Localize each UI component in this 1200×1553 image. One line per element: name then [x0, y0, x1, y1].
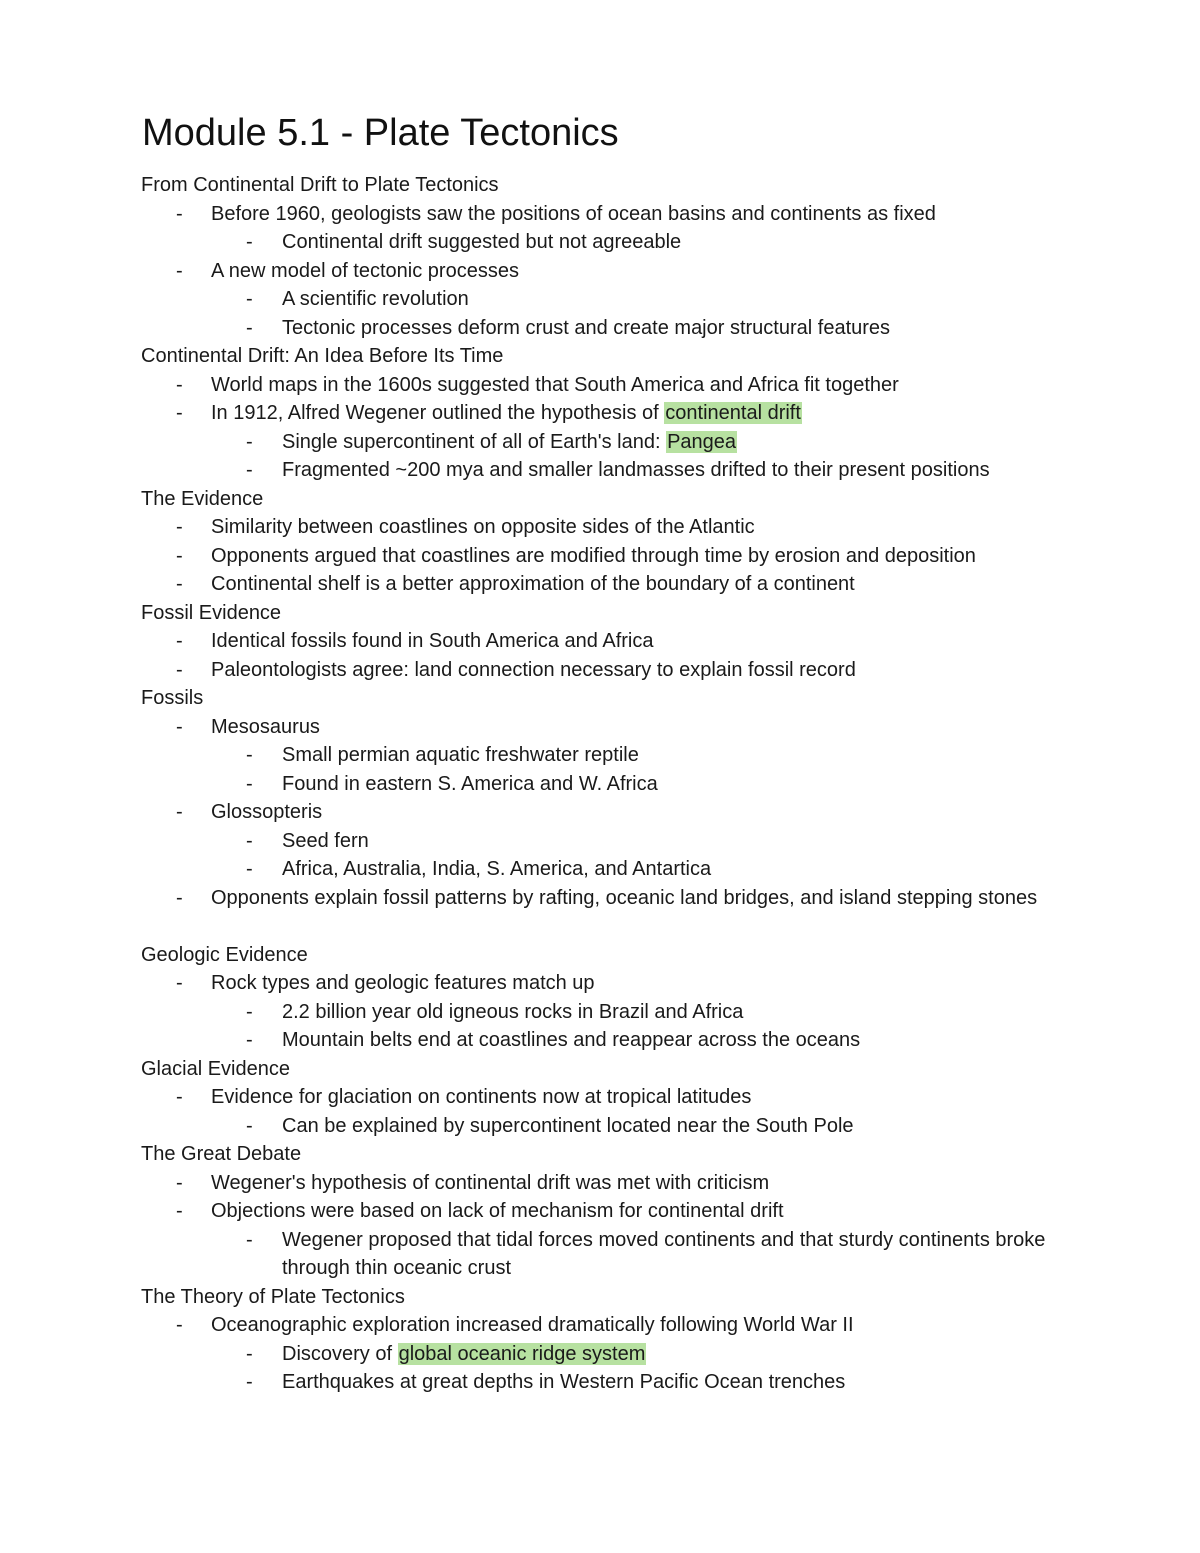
bullet-text	[211, 570, 855, 599]
line-text: Small permian aquatic freshwater reptile	[282, 744, 639, 766]
section-heading	[0, 485, 1200, 514]
line-text: Opponents explain fossil patterns by rafting, oceanic land bridges, and island stepping stones	[211, 886, 1038, 909]
bullet-text	[211, 399, 802, 428]
bullet-item	[0, 827, 1200, 856]
bullet-item	[0, 1311, 1200, 1340]
bullet-item	[0, 998, 1200, 1027]
bullet-text	[282, 998, 743, 1027]
section-heading-text	[141, 1055, 290, 1084]
line-text: World maps in the 1600s suggested that South America and Africa fit together	[211, 373, 899, 396]
line-text: Fossils	[141, 687, 204, 709]
bullet-dash: -	[176, 544, 183, 567]
line-text: In 1912, Alfred Wegener outlined the hypothesis of	[211, 402, 665, 424]
highlighted-term: continental drift	[665, 402, 801, 424]
bullet-dash: -	[246, 1371, 253, 1393]
bullet-dash: -	[246, 1114, 253, 1137]
bullet-text	[211, 1083, 751, 1112]
bullet-item	[0, 1026, 1200, 1055]
bullet-dash: -	[246, 459, 253, 481]
bullet-text	[211, 798, 322, 827]
section-heading	[0, 1140, 1200, 1169]
line-text: Wegener's hypothesis of continental drift was met with criticism	[211, 1171, 770, 1194]
bullet-item	[0, 1083, 1200, 1112]
line-text: Tectonic processes deform crust and create major structural features	[282, 316, 891, 339]
line-text: Objections were based on lack of mechanism for continental drift	[211, 1200, 784, 1222]
line-text: Earthquakes at great depths in Western Pacific Ocean trenches	[282, 1371, 846, 1393]
section-heading	[0, 1283, 1200, 1312]
line-text: Glacial Evidence	[141, 1057, 290, 1080]
bullet-text	[282, 1340, 646, 1369]
line-text: Continental shelf is a better approximation of the boundary of a continent	[211, 573, 855, 595]
bullet-text	[282, 770, 658, 799]
line-text: Discovery of	[282, 1342, 398, 1365]
bullet-dash: -	[176, 202, 183, 225]
line-text: Continental drift suggested but not agreeable	[282, 231, 682, 253]
bullet-text	[211, 1311, 854, 1340]
section-heading	[0, 171, 1200, 200]
bullet-item	[0, 314, 1200, 343]
bullet-dash: -	[246, 1342, 253, 1365]
bullet-dash: -	[246, 231, 253, 253]
line-text: Mesosaurus	[211, 715, 320, 738]
bullet-dash: -	[176, 801, 183, 823]
section-heading	[0, 342, 1200, 371]
bullet-dash: -	[176, 658, 183, 681]
section-heading	[0, 1055, 1200, 1084]
line-text: Continental Drift: An Idea Before Its Time	[141, 345, 504, 367]
bullet-text	[211, 1169, 769, 1198]
line-text: Paleontologists agree: land connection necessary to explain fossil record	[211, 658, 856, 681]
bullet-item	[0, 627, 1200, 656]
section-heading-text	[141, 1283, 405, 1312]
bullet-dash: -	[176, 402, 183, 424]
bullet-text	[211, 1197, 784, 1226]
bullet-item	[0, 884, 1200, 941]
line-text: Wegener proposed that tidal forces moved continents and that sturdy continents broke through thin oceanic crust	[282, 1228, 1046, 1279]
bullet-dash: -	[176, 1086, 183, 1108]
bullet-dash: -	[246, 744, 253, 766]
bullet-item	[0, 855, 1200, 884]
bullet-dash: -	[176, 630, 183, 652]
bullet-item	[0, 713, 1200, 742]
bullet-text	[282, 285, 469, 314]
section-heading	[0, 599, 1200, 628]
bullet-item	[0, 399, 1200, 428]
bullet-item	[0, 228, 1200, 257]
line-text: From Continental Drift to Plate Tectonics	[141, 174, 499, 196]
highlighted-term: global oceanic ridge system	[398, 1342, 646, 1365]
bullet-dash: -	[246, 829, 253, 852]
bullet-text	[282, 228, 681, 257]
bullet-dash: -	[246, 316, 253, 339]
bullet-dash: -	[246, 430, 253, 453]
bullet-text	[282, 428, 737, 457]
bullet-dash: -	[176, 516, 183, 538]
bullet-item	[0, 1169, 1200, 1198]
bullet-dash: -	[246, 772, 253, 795]
line-text: Seed fern	[282, 829, 369, 852]
line-text: Identical fossils found in South America and Africa	[211, 630, 654, 652]
bullet-dash: -	[246, 1000, 253, 1023]
bullet-dash: -	[176, 886, 183, 909]
bullet-item	[0, 371, 1200, 400]
bullet-text	[282, 855, 711, 884]
bullet-text	[211, 969, 595, 998]
bullet-item	[0, 542, 1200, 571]
bullet-item	[0, 1197, 1200, 1226]
bullet-text	[211, 513, 755, 542]
notes-outline	[0, 171, 1200, 1397]
bullet-text	[282, 741, 639, 770]
line-text: The Great Debate	[141, 1143, 302, 1165]
bullet-item	[0, 1368, 1200, 1397]
bullet-dash: -	[246, 858, 253, 880]
section-heading-text	[141, 342, 503, 371]
bullet-item	[0, 798, 1200, 827]
page-title: Module 5.1 - Plate Tectonics	[142, 112, 619, 154]
line-text: Mountain belts end at coastlines and reappear across the oceans	[282, 1029, 861, 1051]
bullet-text	[282, 314, 890, 343]
line-text: A new model of tectonic processes	[211, 259, 519, 282]
bullet-dash: -	[176, 1200, 183, 1222]
bullet-item	[0, 456, 1200, 485]
bullet-text	[282, 827, 369, 856]
bullet-item	[0, 200, 1200, 229]
bullet-dash: -	[246, 1029, 253, 1051]
section-heading-text	[141, 684, 203, 713]
line-text: Geologic Evidence	[141, 943, 308, 966]
bullet-item	[0, 1340, 1200, 1369]
line-text: Evidence for glaciation on continents now at tropical latitudes	[211, 1086, 752, 1108]
section-heading-text	[141, 941, 308, 970]
section-heading-text	[141, 171, 499, 200]
bullet-text	[211, 884, 1041, 913]
line-text: Single supercontinent of all of Earth's land:	[282, 430, 667, 453]
line-text: Oceanographic exploration increased dramatically following World War II	[211, 1314, 854, 1336]
line-text: Opponents argued that coastlines are modified through time by erosion and deposition	[211, 544, 976, 567]
line-text: Before 1960, geologists saw the positions of ocean basins and continents as fixed	[211, 202, 936, 225]
line-text: Glossopteris	[211, 801, 323, 823]
bullet-item	[0, 1226, 1200, 1283]
bullet-text	[211, 257, 519, 286]
bullet-text	[282, 1112, 854, 1141]
bullet-text	[282, 456, 990, 485]
bullet-dash: -	[176, 573, 183, 595]
line-text: Can be explained by supercontinent located near the South Pole	[282, 1114, 854, 1137]
bullet-dash: -	[176, 373, 183, 396]
line-text: Fragmented ~200 mya and smaller landmasses drifted to their present positions	[282, 459, 990, 481]
bullet-item	[0, 741, 1200, 770]
bullet-dash: -	[176, 972, 183, 994]
bullet-text	[282, 1026, 860, 1055]
line-text: Rock types and geologic features match up	[211, 972, 595, 994]
bullet-dash: -	[176, 259, 183, 282]
section-heading-text	[141, 1140, 301, 1169]
bullet-text	[211, 200, 936, 229]
bullet-text	[282, 1368, 845, 1397]
line-text: Found in eastern S. America and W. Africa	[282, 772, 658, 795]
bullet-dash: -	[176, 1314, 183, 1336]
bullet-dash: -	[176, 715, 183, 738]
bullet-text	[211, 656, 856, 685]
bullet-text	[282, 1226, 1052, 1283]
bullet-text	[211, 713, 320, 742]
bullet-item	[0, 285, 1200, 314]
bullet-item	[0, 969, 1200, 998]
section-heading-text	[141, 599, 281, 628]
bullet-item	[0, 257, 1200, 286]
bullet-item	[0, 656, 1200, 685]
line-text: 2.2 billion year old igneous rocks in Brazil and Africa	[282, 1000, 744, 1023]
bullet-item	[0, 570, 1200, 599]
section-heading	[0, 941, 1200, 970]
bullet-text	[211, 542, 976, 571]
section-heading	[0, 684, 1200, 713]
line-text: Africa, Australia, India, S. America, and Antartica	[282, 858, 712, 880]
bullet-item	[0, 513, 1200, 542]
line-text: Fossil Evidence	[141, 601, 282, 624]
bullet-dash: -	[176, 1171, 183, 1194]
section-heading-text	[141, 485, 263, 514]
line-text: The Evidence	[141, 487, 264, 510]
line-text: A scientific revolution	[282, 288, 469, 310]
line-text: Similarity between coastlines on opposite sides of the Atlantic	[211, 516, 755, 538]
line-text: The Theory of Plate Tectonics	[141, 1285, 405, 1308]
bullet-item	[0, 1112, 1200, 1141]
bullet-dash: -	[246, 288, 253, 310]
highlighted-term: Pangea	[667, 430, 737, 453]
bullet-text	[211, 627, 653, 656]
bullet-text	[211, 371, 899, 400]
bullet-dash: -	[246, 1228, 253, 1251]
bullet-item	[0, 428, 1200, 457]
bullet-item	[0, 770, 1200, 799]
